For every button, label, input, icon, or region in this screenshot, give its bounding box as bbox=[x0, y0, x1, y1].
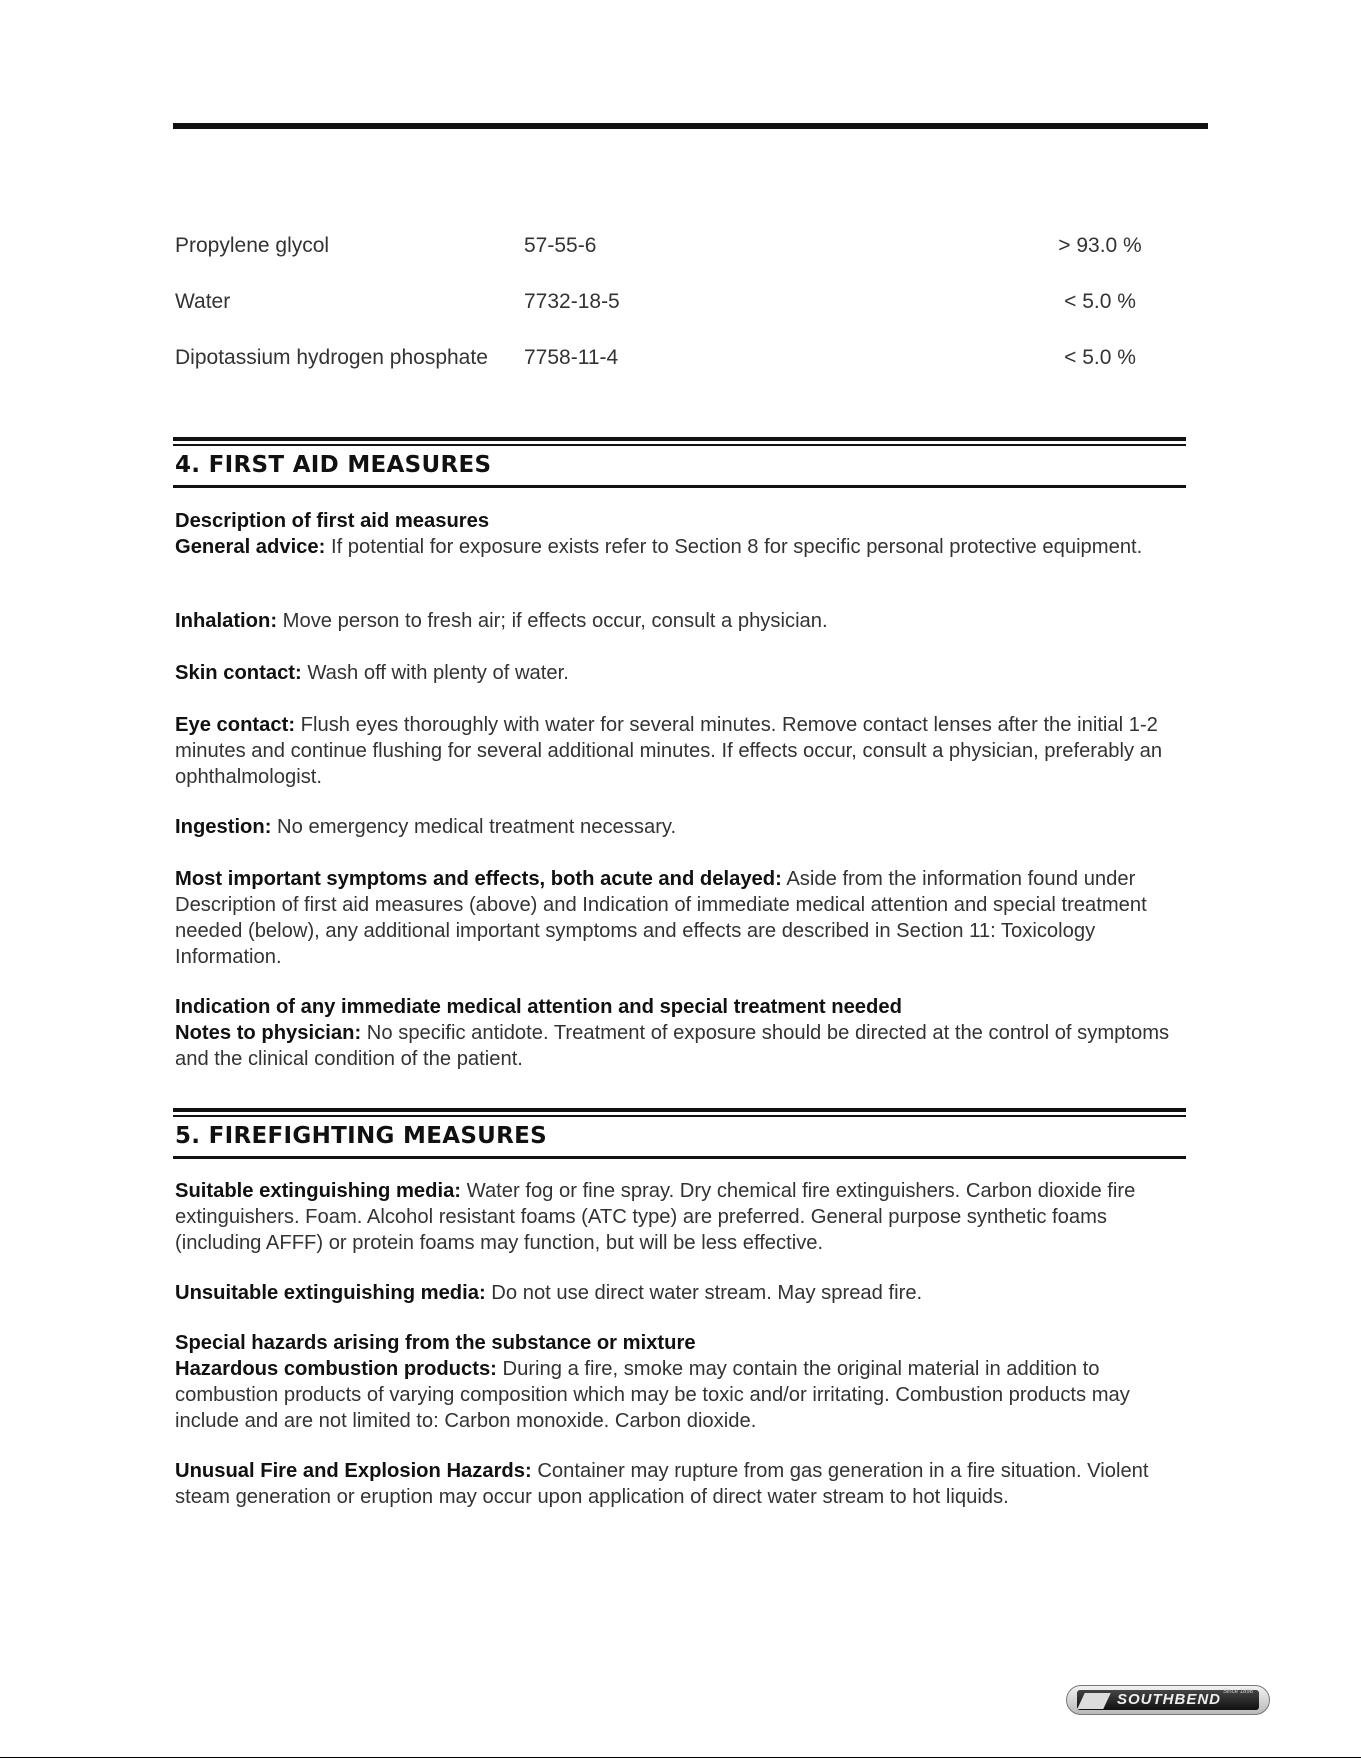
section-divider bbox=[173, 1108, 1186, 1112]
composition-row bbox=[175, 290, 1175, 320]
section-divider bbox=[173, 1115, 1186, 1117]
skin-contact-paragraph bbox=[175, 660, 1185, 686]
southbend-logo bbox=[1066, 1685, 1270, 1715]
suitable-media-label: Suitable extinguishing media: bbox=[175, 1180, 462, 1202]
concentration: > 93.0 % bbox=[1058, 234, 1142, 257]
bottom-edge-rule bbox=[0, 1757, 1361, 1758]
top-rule bbox=[173, 123, 1208, 129]
eye-contact-paragraph bbox=[175, 712, 1185, 790]
heading-underline bbox=[173, 485, 1186, 488]
combustion-products-label: Hazardous combustion products: bbox=[175, 1358, 497, 1380]
unsuitable-media-paragraph bbox=[175, 1280, 1185, 1306]
inhalation-text: Move person to fresh air; if effects occur, consult a physician. bbox=[277, 610, 828, 632]
special-hazards-heading: Special hazards arising from the substance or mixture bbox=[175, 1332, 696, 1354]
general-advice-label: General advice: bbox=[175, 536, 326, 558]
skin-contact-text: Wash off with plenty of water. bbox=[301, 662, 569, 684]
unsuitable-media-label: Unsuitable extinguishing media: bbox=[175, 1282, 486, 1304]
section-4-heading: 4. FIRST AID MEASURES bbox=[175, 452, 492, 478]
section-divider bbox=[173, 444, 1186, 446]
logo-plate bbox=[1077, 1690, 1259, 1710]
component-name: Dipotassium hydrogen phosphate bbox=[175, 346, 488, 369]
symptoms-text: Aside from the information found under Description of first aid measures (above) and Indication of immediate medical attention and special treatment needed (below), any additional important symptoms and effects are described in Section 11: Toxicology Information. bbox=[175, 868, 1147, 968]
notes-to-physician-text: No specific antidote. Treatment of exposure should be directed at the control of symptoms and the clinical condition of the patient. bbox=[175, 1022, 1170, 1070]
inhalation-paragraph bbox=[175, 608, 1185, 634]
logo-since: Since 1898 bbox=[1222, 1689, 1253, 1695]
symptoms-label: Most important symptoms and effects, both acute and delayed: bbox=[175, 868, 782, 890]
general-advice-text: If potential for exposure exists refer to Section 8 for specific personal protective equipment. bbox=[325, 536, 1143, 558]
indication-paragraph bbox=[175, 994, 1185, 1072]
cas-number: 7732-18-5 bbox=[524, 290, 620, 313]
ingestion-label: Ingestion: bbox=[175, 816, 272, 838]
unusual-hazards-label: Unusual Fire and Explosion Hazards: bbox=[175, 1460, 532, 1482]
unusual-hazards-paragraph bbox=[175, 1458, 1185, 1510]
composition-row bbox=[175, 346, 1175, 376]
suitable-media-text: Water fog or fine spray. Dry chemical fire extinguishers. Carbon dioxide fire extinguishers. Foam. Alcohol resistant foams (ATC type) are preferred. General purpose synthetic foams (including AFFF) or protein foams may function, but will be less effective. bbox=[175, 1180, 1136, 1254]
section-5-heading: 5. FIREFIGHTING MEASURES bbox=[175, 1123, 548, 1149]
heading-underline bbox=[173, 1156, 1186, 1159]
ingestion-paragraph bbox=[175, 814, 1185, 840]
description-heading: Description of first aid measures bbox=[175, 510, 490, 532]
cas-number: 57-55-6 bbox=[524, 234, 597, 257]
component-name: Propylene glycol bbox=[175, 234, 330, 257]
composition-row bbox=[175, 234, 1175, 264]
special-hazards-paragraph bbox=[175, 1330, 1185, 1434]
skin-contact-label: Skin contact: bbox=[175, 662, 302, 684]
indication-heading: Indication of any immediate medical attention and special treatment needed bbox=[175, 996, 902, 1018]
component-name: Water bbox=[175, 290, 231, 313]
section-divider bbox=[173, 437, 1186, 441]
combustion-products-text: During a fire, smoke may contain the original material in addition to combustion products of varying composition which may be toxic and/or irritating. Combustion products may include and are not limited to: Carbon monoxide. Carbon dioxide. bbox=[175, 1358, 1130, 1432]
concentration: < 5.0 % bbox=[1064, 346, 1136, 369]
concentration: < 5.0 % bbox=[1064, 290, 1136, 313]
logo-brand: SOUTHBEND bbox=[1117, 1691, 1222, 1708]
suitable-media-paragraph bbox=[175, 1178, 1185, 1256]
cas-number: 7758-11-4 bbox=[524, 346, 619, 369]
logo-mark-icon bbox=[1077, 1693, 1110, 1709]
unsuitable-media-text: Do not use direct water stream. May spread fire. bbox=[485, 1282, 923, 1304]
ingestion-text: No emergency medical treatment necessary. bbox=[271, 816, 677, 838]
notes-to-physician-label: Notes to physician: bbox=[175, 1022, 362, 1044]
inhalation-label: Inhalation: bbox=[175, 610, 278, 632]
unusual-hazards-text: Container may rupture from gas generation in a fire situation. Violent steam generation or eruption may occur upon application of direct water stream to hot liquids. bbox=[175, 1460, 1149, 1508]
first-aid-description bbox=[175, 508, 1185, 560]
eye-contact-text: Flush eyes thoroughly with water for several minutes. Remove contact lenses after the initial 1-2 minutes and continue flushing for several additional minutes. If effects occur, consult a physician, preferably an ophthalmologist. bbox=[175, 714, 1163, 788]
eye-contact-label: Eye contact: bbox=[175, 714, 296, 736]
symptoms-paragraph bbox=[175, 866, 1185, 970]
